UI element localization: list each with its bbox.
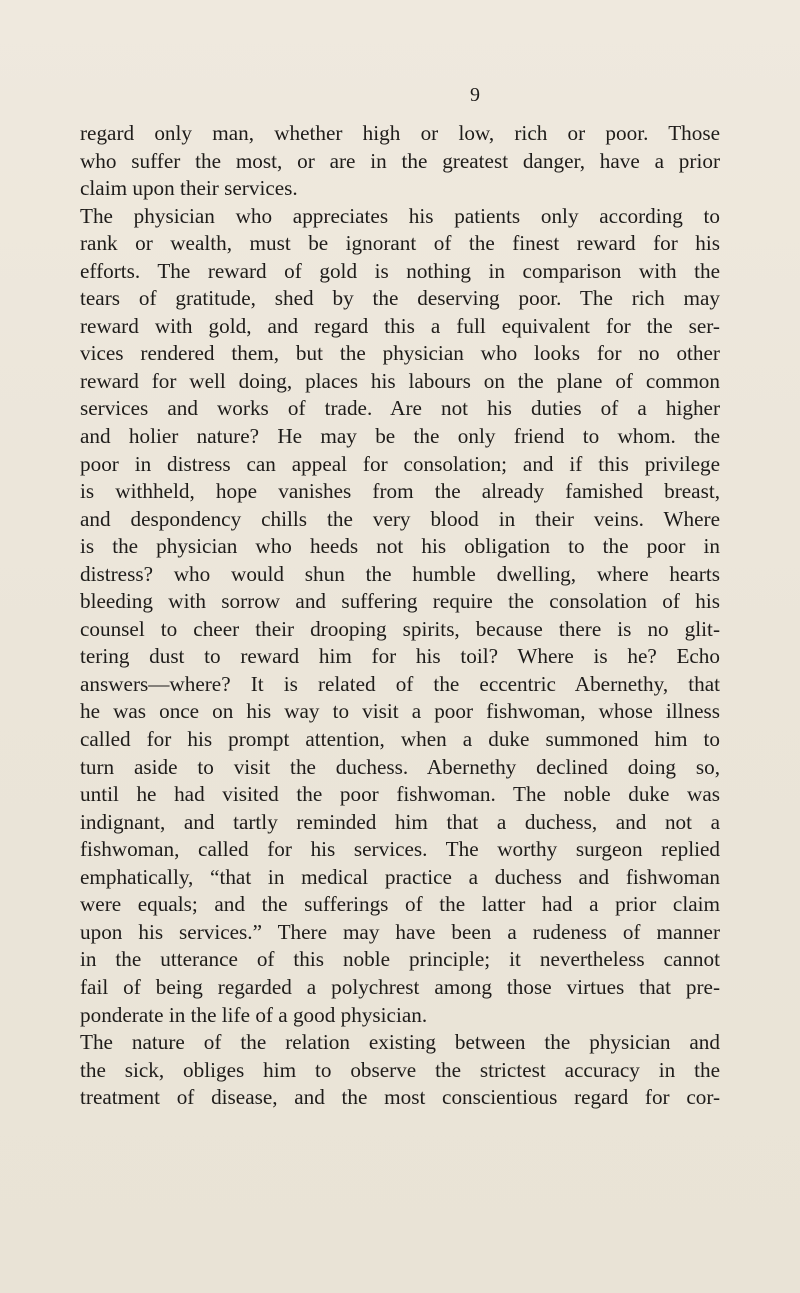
text-line: counsel to cheer their drooping spirits, because there is no glit- bbox=[80, 616, 720, 641]
text-line: is the physician who heeds not his obligation to the poor in bbox=[80, 534, 720, 559]
text-line: indignant, and tartly reminded him that a duchess, and not a bbox=[80, 809, 720, 834]
text-line: ponderate in the life of a good physician. bbox=[80, 1002, 428, 1027]
text-line: bleeding with sorrow and suffering require the consolation of his bbox=[80, 589, 720, 614]
text-line: upon his services.” There may have been a rudeness of manner bbox=[80, 919, 720, 944]
text-line: answers—where? It is related of the eccentric Abernethy, that bbox=[80, 671, 720, 696]
text-line: vices rendered them, but the physician who looks for no other bbox=[80, 341, 720, 366]
text-line: fail of being regarded a polychrest among those virtues that pre- bbox=[80, 974, 720, 999]
text-line: tears of gratitude, shed by the deserving poor. The rich may bbox=[80, 286, 720, 311]
text-line: The physician who appreciates his patients only according to bbox=[80, 203, 720, 228]
page-number: 9 bbox=[470, 84, 480, 106]
text-line: turn aside to visit the duchess. Abernethy declined doing so, bbox=[80, 754, 720, 779]
text-line: he was once on his way to visit a poor fishwoman, whose illness bbox=[80, 699, 720, 724]
text-line: in the utterance of this noble principle; it nevertheless cannot bbox=[80, 947, 720, 972]
text-line: distress? who would shun the humble dwelling, where hearts bbox=[80, 561, 720, 586]
text-line: the sick, obliges him to observe the strictest accuracy in the bbox=[80, 1057, 720, 1082]
text-line: who suffer the most, or are in the greatest danger, have a prior bbox=[80, 148, 720, 173]
text-line: reward for well doing, places his labours on the plane of common bbox=[80, 368, 720, 393]
text-line: treatment of disease, and the most conscientious regard for cor- bbox=[80, 1085, 720, 1110]
text-line: poor in distress can appeal for consolation; and if this privilege bbox=[80, 451, 720, 476]
text-line: and holier nature? He may be the only friend to whom. the bbox=[80, 424, 720, 449]
text-line: emphatically, “that in medical practice a duchess and fishwoman bbox=[80, 864, 720, 889]
text-line: tering dust to reward him for his toil? Where is he? Echo bbox=[80, 644, 720, 669]
text-line: is withheld, hope vanishes from the already famished breast, bbox=[80, 479, 720, 504]
text-line: until he had visited the poor fishwoman. The noble duke was bbox=[80, 782, 720, 807]
text-line: regard only man, whether high or low, rich or poor. Those bbox=[80, 121, 720, 145]
text-line: The nature of the relation existing between the physician and bbox=[80, 1030, 720, 1055]
text-line: were equals; and the sufferings of the latter had a prior claim bbox=[80, 892, 720, 917]
text-line: efforts. The reward of gold is nothing in comparison with the bbox=[80, 258, 720, 283]
body-text bbox=[80, 120, 720, 1112]
text-line: services and works of trade. Are not his duties of a higher bbox=[80, 396, 720, 421]
text-line: rank or wealth, must be ignorant of the finest reward for his bbox=[80, 231, 720, 256]
text-line: fishwoman, called for his services. The worthy surgeon replied bbox=[80, 837, 720, 862]
text-line: called for his prompt attention, when a duke summoned him to bbox=[80, 727, 720, 752]
text-line: reward with gold, and regard this a full equivalent for the ser- bbox=[80, 313, 720, 338]
text-line: and despondency chills the very blood in their veins. Where bbox=[80, 506, 720, 531]
text-line: claim upon their services. bbox=[80, 176, 298, 201]
